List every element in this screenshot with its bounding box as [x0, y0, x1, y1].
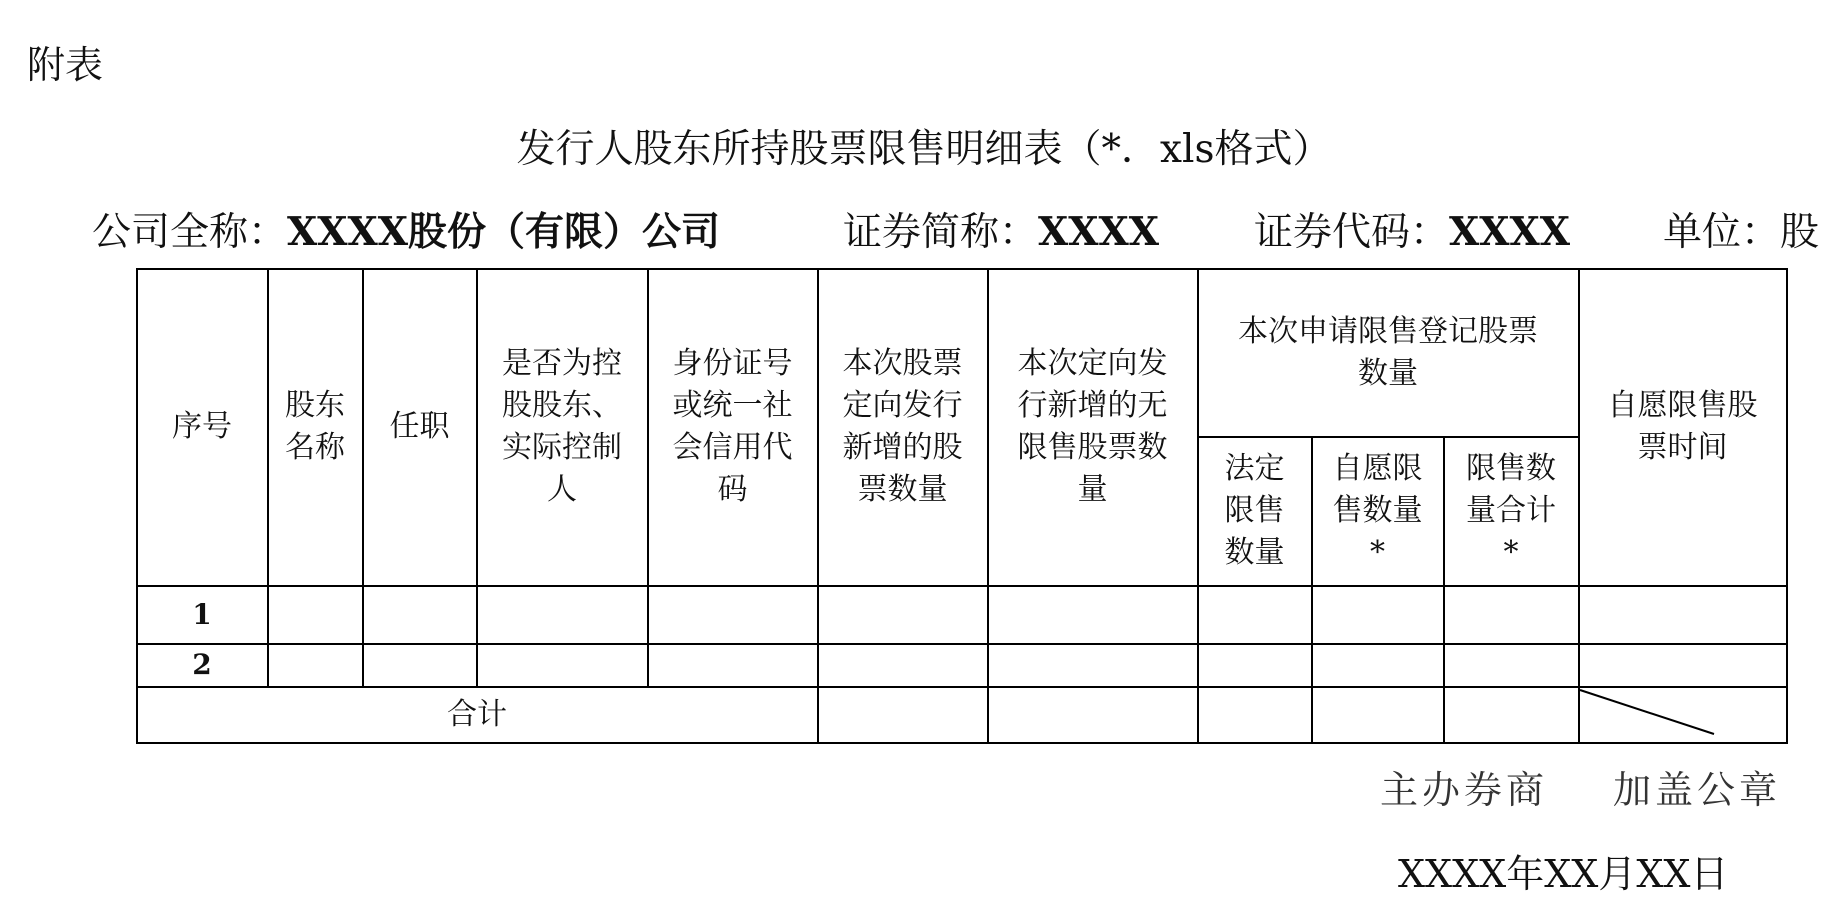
total-label: 合计: [447, 696, 507, 732]
header-new-shares: [818, 269, 987, 585]
header-text-line: 行新增的无: [1017, 388, 1168, 423]
header-text-line: 名称: [285, 430, 345, 465]
header-text-line: 本次股票: [842, 346, 963, 381]
header-legal-restricted: [1198, 437, 1311, 585]
code-value: XXXX: [1449, 209, 1571, 255]
header-controller: [477, 269, 647, 585]
header-restricted-group: [1198, 269, 1578, 436]
header-text-line: 量合计: [1466, 493, 1556, 528]
header-text-line: 限售: [1224, 493, 1285, 528]
header-text-line: 新增的股: [842, 430, 963, 465]
header-text-line: 本次申请限售登记股票: [1238, 313, 1538, 349]
abbr-value: XXXX: [1038, 209, 1160, 255]
header-text-line: 法定: [1224, 451, 1285, 486]
code-label: 证券代码：: [1254, 210, 1450, 255]
header-text-line: 或统一社: [672, 388, 793, 423]
header-text-line: 售数量: [1332, 493, 1423, 528]
header-seq: [137, 269, 267, 585]
row-number: 2: [192, 648, 212, 681]
sponsor-label: 主办券商: [1380, 768, 1549, 812]
header-restricted-total: [1444, 437, 1578, 585]
header-seq-text: 序号: [172, 409, 232, 444]
header-text-line: 限售数: [1466, 451, 1556, 486]
header-text-line: 身份证号: [672, 346, 793, 381]
header-text-line: 是否为控: [502, 346, 622, 381]
unit-label: 单位：股: [1663, 210, 1820, 255]
table-border-right: [1786, 268, 1788, 744]
header-text-line: 股股东、: [502, 388, 622, 423]
header-text-line: 票时间: [1637, 430, 1728, 465]
header-voluntary-restricted: [1312, 437, 1443, 585]
company-name: [92, 201, 720, 257]
table-border-bottom: [136, 742, 1786, 744]
header-text-line: 数量: [1358, 355, 1418, 391]
header-text-line: 实际控制: [502, 430, 622, 465]
header-text-line: *: [1370, 535, 1385, 570]
header-text-line: 本次定向发: [1017, 346, 1168, 381]
header-unrestricted: [988, 269, 1197, 585]
page-title: 发行人股东所持股票限售明细表（*．xls格式）: [516, 127, 1332, 172]
header-voluntary-time: [1579, 269, 1786, 585]
header-text-line: 量: [1077, 472, 1108, 507]
header-text-line: 定向发行: [842, 388, 963, 423]
header-id-number: [648, 269, 817, 585]
security-abbreviation: [843, 201, 1159, 257]
header-text-line: *: [1503, 535, 1519, 570]
diagonal-slash: [1578, 686, 1786, 742]
appendix-label: 附表: [27, 43, 104, 87]
header-text-line: 会信用代: [672, 430, 793, 465]
header-text-line: 自愿限售股: [1607, 388, 1758, 423]
header-text-line: 限售股票数: [1017, 430, 1168, 465]
company-label: 公司全称：: [92, 210, 288, 255]
header-position: [363, 269, 476, 585]
security-code: [1254, 201, 1570, 257]
header-text-line: 股东: [285, 388, 345, 423]
header-bottom-line: [136, 585, 1786, 587]
company-value: XXXX股份（有限）公司: [287, 209, 721, 255]
row-number: 1: [192, 597, 212, 631]
header-text-line: 票数量: [857, 472, 948, 507]
stamp-label: 加盖公章: [1613, 768, 1782, 812]
header-text-line: 自愿限: [1332, 451, 1423, 486]
abbr-label: 证券简称：: [843, 210, 1039, 255]
date-line: XXXX年XX月XX日: [1398, 852, 1729, 896]
header-text-line: 数量: [1224, 535, 1285, 570]
header-text-line: 人: [547, 472, 577, 507]
row-divider: [136, 643, 1786, 645]
header-position-text: 任职: [389, 409, 450, 444]
header-holder-name: [268, 269, 362, 585]
header-text-line: 码: [717, 472, 748, 507]
